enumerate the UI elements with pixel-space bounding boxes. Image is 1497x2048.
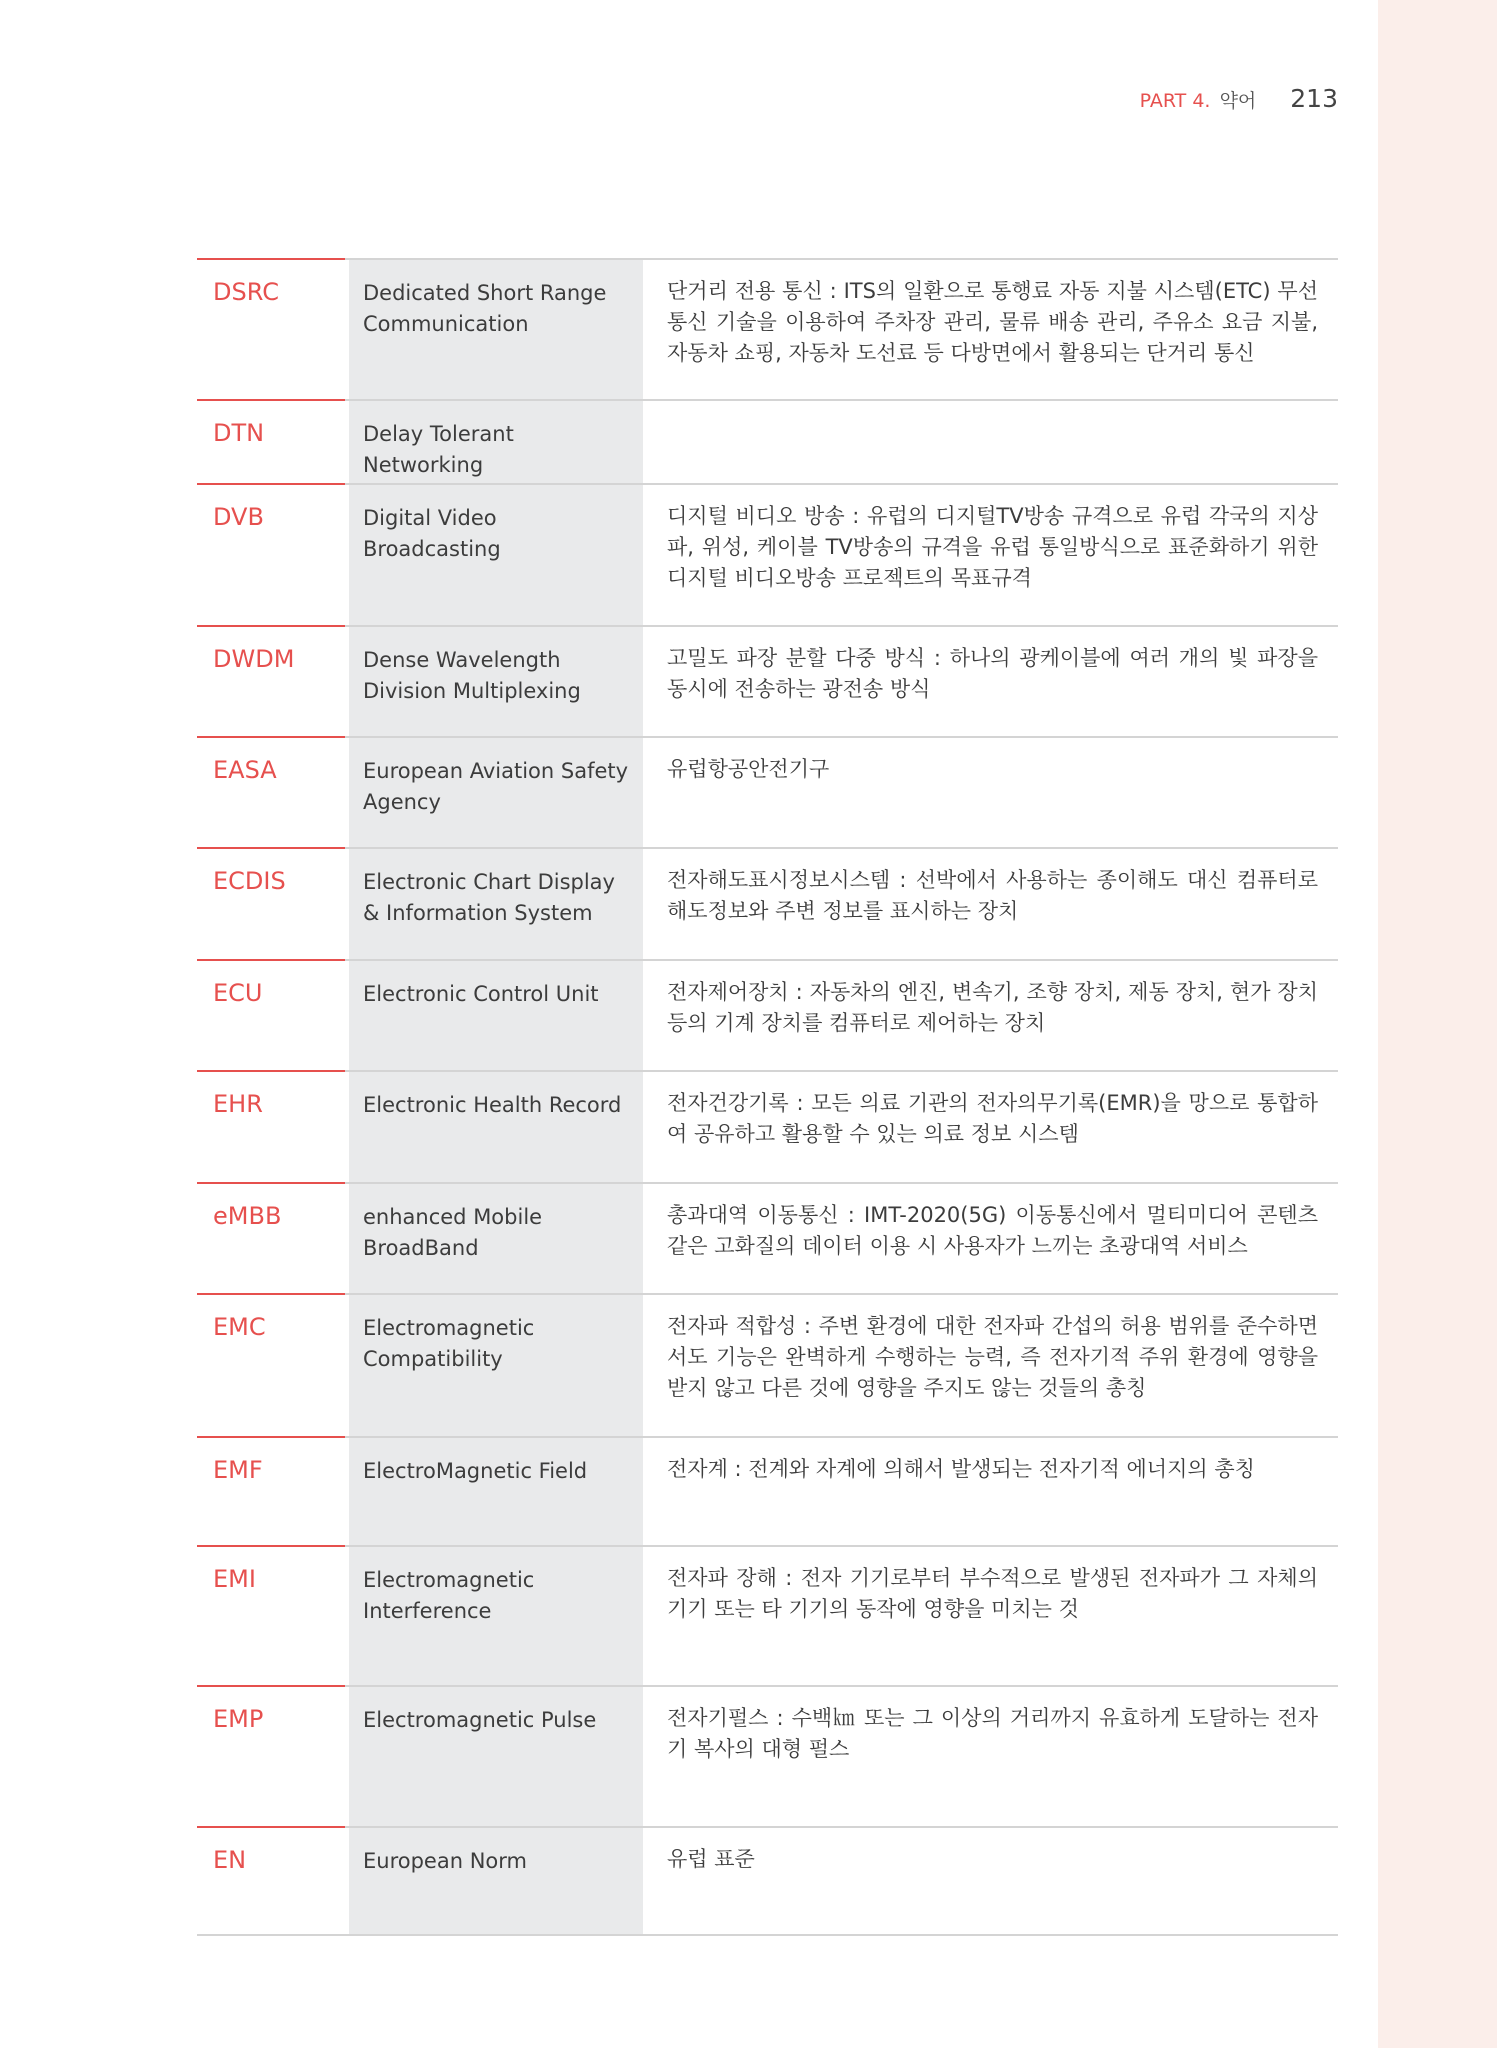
abbreviation: EMF — [213, 1456, 263, 1484]
part-title: 약어 — [1219, 90, 1257, 112]
definition: 디지털 비디오 방송 : 유럽의 디지털TV방송 규격으로 유럽 각국의 지상파, 위성, 케이블 TV방송의 규격을 유럽 통일방식으로 표준화하기 위한 디지털 비디오방송 프로젝트의 목표규격 — [667, 504, 1318, 590]
abbreviation: EMP — [213, 1705, 264, 1733]
full-term: Digital Video Broadcasting — [363, 506, 501, 561]
glossary-row — [197, 399, 1338, 483]
abbreviation: EMC — [213, 1313, 266, 1341]
glossary-row — [197, 1545, 1338, 1685]
glossary-row — [197, 736, 1338, 847]
glossary-row — [197, 483, 1338, 625]
abbreviation: eMBB — [213, 1202, 282, 1230]
abbreviation: EHR — [213, 1090, 263, 1118]
full-term: Electronic Chart Display & Information System — [363, 870, 615, 925]
glossary-row — [197, 1293, 1338, 1436]
abbreviation: DTN — [213, 419, 265, 447]
definition — [647, 401, 1338, 417]
glossary-row — [197, 258, 1338, 399]
full-term: European Norm — [363, 1849, 527, 1873]
full-term: Electronic Control Unit — [363, 982, 599, 1006]
definition: 전자파 장해 : 전자 기기로부터 부수적으로 발생된 전자파가 그 자체의 기기 또는 타 기기의 동작에 영향을 미치는 것 — [667, 1566, 1318, 1621]
abbreviation: EMI — [213, 1565, 256, 1593]
definition: 전자건강기록 : 모든 의료 기관의 전자의무기록(EMR)을 망으로 통합하여 공유하고 활용할 수 있는 의료 정보 시스템 — [667, 1091, 1318, 1146]
page-number: 213 — [1290, 84, 1338, 113]
full-term: enhanced Mobile BroadBand — [363, 1205, 543, 1260]
abbreviation: ECDIS — [213, 867, 286, 895]
abbreviation: EN — [213, 1846, 247, 1874]
glossary-row — [197, 959, 1338, 1070]
full-term: Delay Tolerant Networking — [363, 422, 514, 477]
definition: 총과대역 이동통신 : IMT-2020(5G) 이동통신에서 멀티미디어 콘텐츠 같은 고화질의 데이터 이용 시 사용자가 느끼는 초광대역 서비스 — [667, 1203, 1318, 1258]
abbreviation: DVB — [213, 503, 264, 531]
abbreviation: DWDM — [213, 645, 295, 673]
definition: 전자해도표시정보시스템 : 선박에서 사용하는 종이해도 대신 컴퓨터로 해도정보와 주변 정보를 표시하는 장치 — [667, 868, 1318, 923]
full-term: Electronic Health Record — [363, 1093, 622, 1117]
definition: 단거리 전용 통신 : ITS의 일환으로 통행료 자동 지불 시스템(ETC) 무선 통신 기술을 이용하여 주차장 관리, 물류 배송 관리, 주유소 요금 지불, 자동차 쇼핑, 자동차 도선료 등 다방면에서 활용되는 단거리 통신 — [667, 279, 1318, 365]
page-header — [1140, 84, 1338, 113]
glossary-table — [197, 258, 1338, 1936]
definition: 전자기펄스 : 수백㎞ 또는 그 이상의 거리까지 유효하게 도달하는 전자기 복사의 대형 펄스 — [667, 1706, 1318, 1761]
abbreviation: ECU — [213, 979, 263, 1007]
glossary-row — [197, 1182, 1338, 1293]
glossary-row — [197, 1826, 1338, 1936]
part-number: PART 4. — [1139, 90, 1211, 112]
definition: 전자파 적합성 : 주변 환경에 대한 전자파 간섭의 허용 범위를 준수하면서도 기능은 완벽하게 수행하는 능력, 즉 전자기적 주위 환경에 영향을 받지 않고 다른 것에 영향을 주지도 않는 것들의 총칭 — [667, 1314, 1318, 1400]
glossary-row — [197, 1436, 1338, 1545]
definition: 유럽항공안전기구 — [667, 757, 830, 781]
definition: 전자제어장치 : 자동차의 엔진, 변속기, 조향 장치, 제동 장치, 현가 장치 등의 기계 장치를 컴퓨터로 제어하는 장치 — [667, 980, 1318, 1035]
glossary-row — [197, 625, 1338, 736]
definition: 전자계 : 전계와 자계에 의해서 발생되는 전자기적 에너지의 총칭 — [667, 1457, 1255, 1481]
glossary-row — [197, 847, 1338, 959]
glossary-row — [197, 1070, 1338, 1182]
abbreviation: DSRC — [213, 278, 279, 306]
definition: 유럽 표준 — [667, 1847, 755, 1871]
full-term: Dedicated Short Range Communication — [363, 281, 607, 336]
full-term: ElectroMagnetic Field — [363, 1459, 588, 1483]
full-term: Electromagnetic Compatibility — [363, 1316, 535, 1371]
full-term: Electromagnetic Interference — [363, 1568, 535, 1623]
full-term: European Aviation Safety Agency — [363, 759, 629, 814]
full-term: Dense Wavelength Division Multiplexing — [363, 648, 581, 703]
glossary-row — [197, 1685, 1338, 1826]
side-margin-strip — [1378, 0, 1497, 2048]
abbreviation: EASA — [213, 756, 277, 784]
full-term: Electromagnetic Pulse — [363, 1708, 597, 1732]
definition: 고밀도 파장 분할 다중 방식 : 하나의 광케이블에 여러 개의 빛 파장을 동시에 전송하는 광전송 방식 — [667, 646, 1318, 701]
